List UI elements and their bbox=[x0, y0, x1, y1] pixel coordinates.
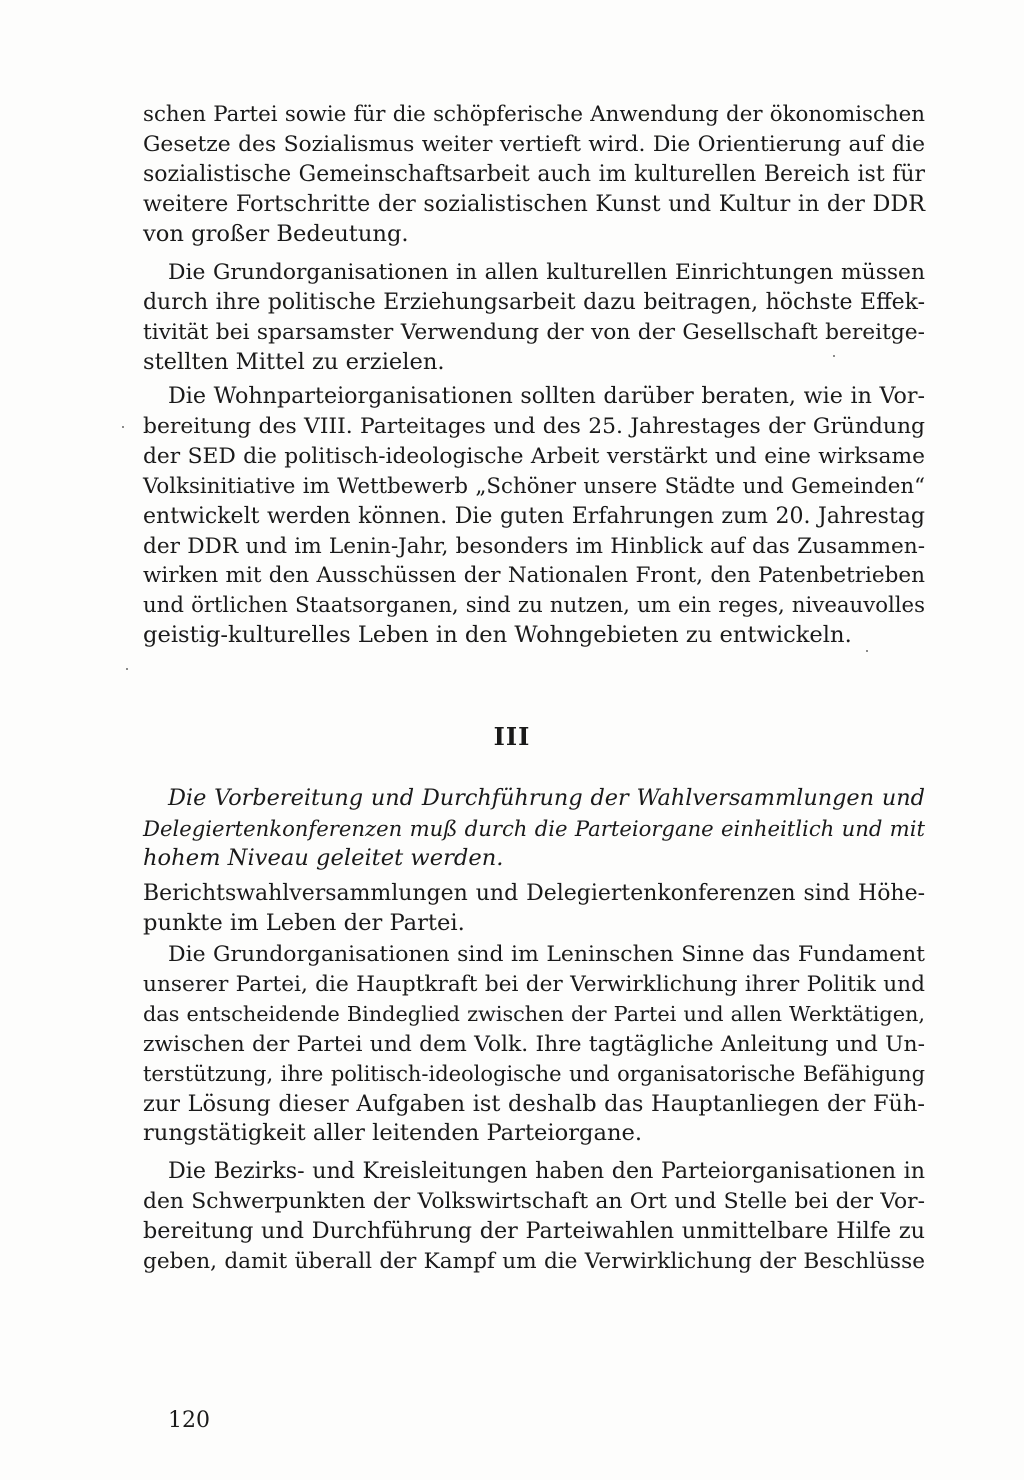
text-line: Gesetze des Sozialismus weiter vertieft wird. Die Orientierung auf die bbox=[143, 131, 925, 157]
paragraph-basic-organisations bbox=[143, 940, 925, 1149]
text-line: Berichtswahlversammlungen und Delegiertenkonferenzen sind Höhe- bbox=[143, 881, 925, 906]
paragraph-residential-organisations bbox=[143, 382, 925, 651]
text-line: der DDR und im Lenin-Jahr, besonders im Hinblick auf das Zusammen- bbox=[143, 533, 925, 559]
text-line: unserer Partei, die Hauptkraft bei der Verwirklichung ihrer Politik und bbox=[143, 971, 925, 997]
text-line: zur Lösung dieser Aufgaben ist deshalb das Hauptanliegen der Füh- bbox=[143, 1090, 925, 1117]
text-line: Die Grundorganisationen in allen kulturellen Einrichtungen müssen bbox=[168, 260, 925, 285]
scan-speck bbox=[833, 355, 835, 357]
text-line: schen Partei sowie für die schöpferische Anwendung der ökonomischen bbox=[143, 102, 925, 127]
text-line: das entscheidende Bindeglied zwischen der Partei und allen Werktätigen, bbox=[143, 1001, 925, 1026]
text-line: der SED die politisch-ideologische Arbeit verstärkt und eine wirksame bbox=[143, 443, 925, 469]
text-line: zwischen der Partei und dem Volk. Ihre tagtägliche Anleitung und Un- bbox=[143, 1031, 925, 1057]
text-line: und örtlichen Staatsorganen, sind zu nutzen, um ein reges, niveauvolles bbox=[143, 593, 925, 619]
paragraph-cultural-institutions bbox=[143, 258, 925, 378]
text-line: Die Wohnparteiorganisationen sollten darüber beraten, wie in Vor- bbox=[168, 383, 925, 409]
text-line: bereitung und Durchführung der Parteiwahlen unmittelbare Hilfe zu bbox=[143, 1217, 925, 1244]
text-line: punkte im Leben der Partei. bbox=[143, 909, 465, 936]
text-line: den Schwerpunkten der Volkswirtschaft an Ort und Stelle bei der Vor- bbox=[143, 1188, 925, 1214]
scan-speck bbox=[122, 426, 124, 428]
text-line: Die Vorbereitung und Durchführung der Wahlversammlungen und bbox=[168, 785, 925, 811]
text-line: Die Grundorganisationen sind im Leninschen Sinne das Fundament bbox=[168, 942, 925, 967]
section-heading: III bbox=[493, 722, 531, 751]
text-line: geben, damit überall der Kampf um die Verwirklichung der Beschlüsse bbox=[143, 1248, 925, 1274]
italic-lead-paragraph bbox=[143, 784, 925, 874]
scan-speck bbox=[126, 668, 128, 670]
text-line: terstützung, ihre politisch-ideologische und organisatorische Befähigung bbox=[143, 1061, 925, 1086]
text-line: durch ihre politische Erziehungsarbeit dazu beitragen, höchste Effek- bbox=[143, 289, 925, 315]
text-line: Die Bezirks- und Kreisleitungen haben den Parteiorganisationen in bbox=[168, 1158, 925, 1184]
paragraph-election-meetings bbox=[143, 879, 925, 939]
paragraph-district-leadership bbox=[143, 1157, 925, 1277]
scan-speck bbox=[866, 650, 868, 652]
text-line: tivität bei sparsamster Verwendung der von der Gesellschaft bereitge- bbox=[143, 319, 925, 345]
text-line: Volksinitiative im Wettbewerb „Schöner unsere Städte und Gemeinden“ bbox=[143, 473, 925, 499]
text-line: Delegiertenkonferenzen muß durch die Parteiorgane einheitlich und mit bbox=[143, 815, 925, 841]
text-line: rungstätigkeit aller leitenden Parteiorgane. bbox=[143, 1120, 643, 1147]
text-line: entwickelt werden können. Die guten Erfahrungen zum 20. Jahrestag bbox=[143, 503, 925, 529]
text-line: bereitung des VIII. Parteitages und des 25. Jahrestages der Gründung bbox=[143, 413, 925, 439]
text-line: wirken mit den Ausschüssen der Nationalen Front, den Patenbetrieben bbox=[143, 563, 925, 589]
text-line: sozialistische Gemeinschaftsarbeit auch im kulturellen Bereich ist für bbox=[143, 161, 925, 187]
paragraph-continuation bbox=[143, 100, 925, 250]
page-number: 120 bbox=[168, 1408, 210, 1433]
text-line: von großer Bedeutung. bbox=[143, 220, 409, 247]
text-line: geistig-kulturelles Leben in den Wohngebieten zu entwickeln. bbox=[143, 622, 852, 649]
text-line: stellten Mittel zu erzielen. bbox=[143, 348, 445, 375]
text-line: weitere Fortschritte der sozialistischen Kunst und Kultur in der DDR bbox=[143, 190, 925, 217]
text-line: hohem Niveau geleitet werden. bbox=[143, 844, 504, 871]
